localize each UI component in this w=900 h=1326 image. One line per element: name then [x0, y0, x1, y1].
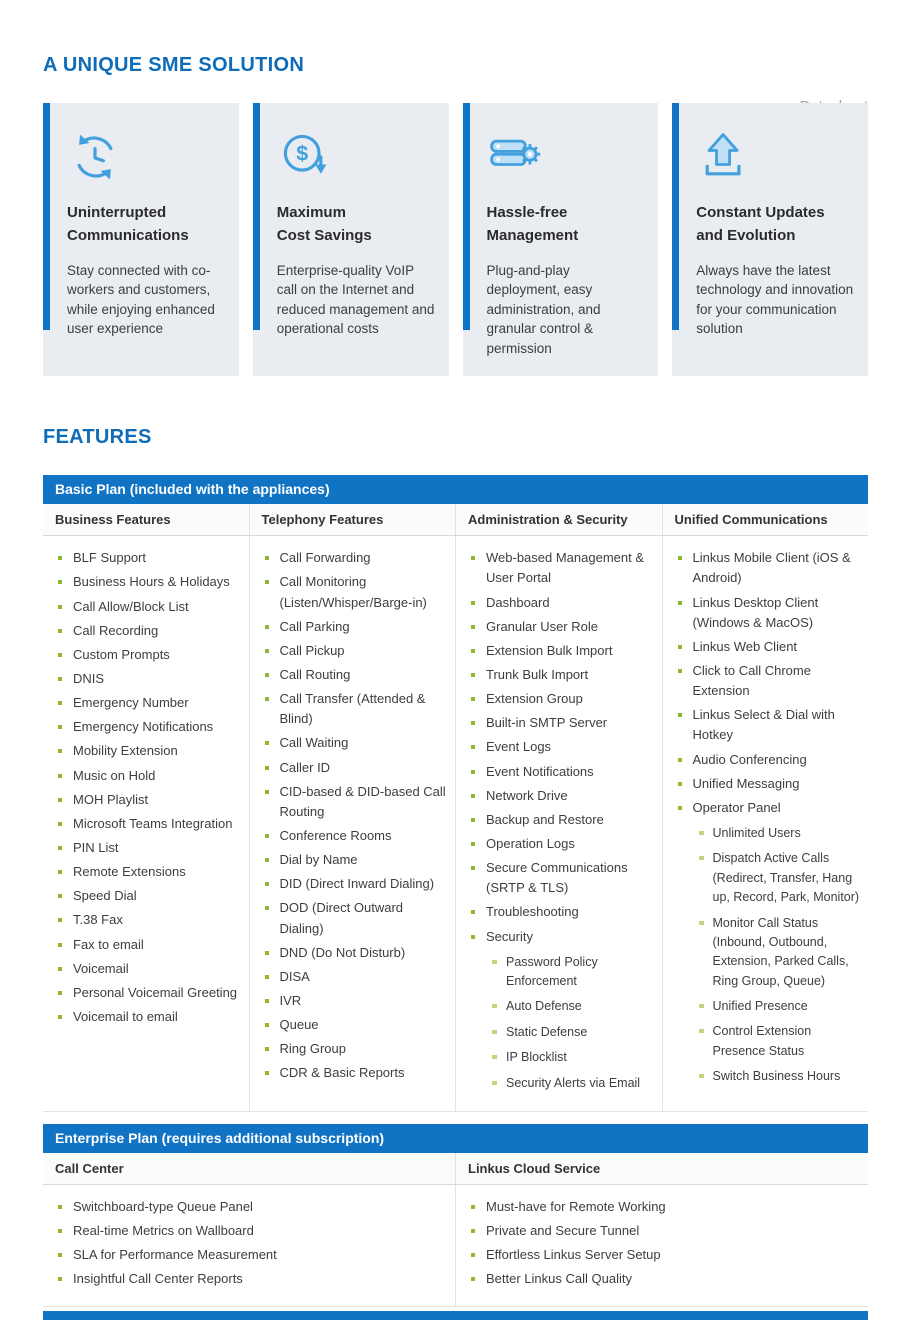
enterprise-plan-title-bar: Enterprise Plan (requires additional subscription)	[43, 1124, 868, 1153]
card-description: Stay connected with co-workers and customers, while enjoying enhanced user experience	[67, 262, 215, 337]
feature-item: T.38 Fax	[55, 910, 241, 930]
feature-item: Dial by Name	[262, 850, 448, 870]
feature-item: Unified Messaging	[675, 774, 861, 794]
feature-item: Linkus Select & Dial with Hotkey	[675, 705, 861, 745]
column-header: Telephony Features	[249, 504, 456, 535]
feature-subitem: Monitor Call Status (Inbound, Outbound, Extension, Parked Calls, Ring Group, Queue)	[693, 914, 861, 992]
column-call-center	[43, 1185, 455, 1306]
feature-item: Trunk Bulk Import	[468, 665, 654, 685]
enterprise-plan-column-headers	[43, 1153, 868, 1185]
feature-subitem: Switch Business Hours	[693, 1067, 861, 1086]
feature-item: Private and Secure Tunnel	[468, 1221, 860, 1241]
feature-item: Call Recording	[55, 621, 241, 641]
basic-plan-body	[43, 536, 868, 1112]
feature-item: Web-based Management & User Portal	[468, 548, 654, 588]
feature-item: Queue	[262, 1015, 448, 1035]
column-telephony-features	[249, 536, 456, 1111]
feature-item: Fax to email	[55, 935, 241, 955]
feature-subitem: Unified Presence	[693, 997, 861, 1016]
feature-item: Business Hours & Holidays	[55, 572, 241, 592]
column-header: Unified Communications	[662, 504, 869, 535]
benefit-card-updates	[672, 103, 868, 376]
svg-text:$: $	[295, 141, 308, 166]
enterprise-plan-table	[43, 1124, 868, 1307]
card-description: Always have the latest technology and innovation for your communication solution	[696, 262, 854, 337]
feature-item: Call Allow/Block List	[55, 597, 241, 617]
card-description: Enterprise-quality VoIP call on the Internet and reduced management and operational costs	[276, 262, 435, 337]
feature-list	[55, 1197, 447, 1290]
feature-item: Network Drive	[468, 786, 654, 806]
feature-item: Mobility Extension	[55, 741, 241, 761]
feature-list	[468, 548, 654, 1093]
dollar-savings-icon	[277, 129, 435, 185]
feature-sublist	[486, 953, 654, 1093]
feature-item: Effortless Linkus Server Setup	[468, 1245, 860, 1265]
feature-item: Troubleshooting	[468, 902, 654, 922]
feature-subitem: Auto Defense	[486, 997, 654, 1016]
card-title: Constant Updates and Evolution	[696, 204, 825, 245]
feature-item: Caller ID	[262, 758, 448, 778]
feature-item: Voicemail	[55, 959, 241, 979]
feature-item: Call Routing	[262, 665, 448, 685]
column-header: Call Center	[55, 1160, 124, 1176]
feature-item: Ring Group	[262, 1039, 448, 1059]
feature-item: Granular User Role	[468, 617, 654, 637]
feature-item: Must-have for Remote Working	[468, 1197, 860, 1217]
server-gear-icon	[487, 129, 645, 185]
feature-item: Better Linkus Call Quality	[468, 1269, 860, 1289]
feature-item: Remote Extensions	[55, 862, 241, 882]
card-accent-bar	[253, 103, 260, 330]
card-accent-bar	[463, 103, 470, 330]
feature-item: Click to Call Chrome Extension	[675, 661, 861, 701]
feature-item: BLF Support	[55, 548, 241, 568]
feature-item: CDR & Basic Reports	[262, 1063, 448, 1083]
feature-subitem: Control Extension Presence Status	[693, 1022, 861, 1061]
card-title: Maximum Cost Savings	[276, 204, 372, 245]
feature-item: Call Parking	[262, 617, 448, 637]
card-accent-bar	[672, 103, 679, 330]
column-business-features	[43, 536, 249, 1111]
feature-item: SLA for Performance Measurement	[55, 1245, 447, 1265]
feature-sublist	[693, 824, 861, 1087]
column-administration-security	[455, 536, 662, 1111]
column-header: Linkus Cloud Service	[455, 1153, 868, 1184]
feature-item: Secure Communications (SRTP & TLS)	[468, 858, 654, 898]
feature-item: Dashboard	[468, 593, 654, 613]
feature-item: Event Notifications	[468, 762, 654, 782]
feature-item: IVR	[262, 991, 448, 1011]
feature-subitem: Static Defense	[486, 1023, 654, 1042]
feature-item: Insightful Call Center Reports	[55, 1269, 447, 1289]
feature-item: Music on Hold	[55, 766, 241, 786]
sync-clock-icon	[67, 129, 225, 185]
basic-plan-table	[43, 475, 868, 1112]
feature-list	[468, 1197, 860, 1290]
page-footer-bar	[43, 1311, 868, 1320]
feature-item: Speed Dial	[55, 886, 241, 906]
feature-item: Linkus Desktop Client (Windows & MacOS)	[675, 593, 861, 633]
feature-item: PIN List	[55, 838, 241, 858]
feature-list	[262, 548, 448, 1083]
feature-subitem: Security Alerts via Email	[486, 1074, 654, 1093]
feature-item: Linkus Web Client	[675, 637, 861, 657]
feature-item: Microsoft Teams Integration	[55, 814, 241, 834]
feature-item: Built-in SMTP Server	[468, 713, 654, 733]
feature-item: Operator Panel Unlimited Users Dispatch Active Calls (Redirect, Transfer, Hang up, Record, Park, Monitor) Monitor Call Status (Inbound, Outbound, Extension, Parked Calls, Ring Group, Queue) Unified Presence Control Extension Presence Status Switch Business Hours	[675, 798, 861, 1087]
feature-subitem: IP Blocklist	[486, 1048, 654, 1067]
basic-plan-column-headers	[43, 504, 868, 536]
feature-item: Call Pickup	[262, 641, 448, 661]
feature-item: DNIS	[55, 669, 241, 689]
enterprise-plan-body	[43, 1185, 868, 1307]
feature-item: Call Forwarding	[262, 548, 448, 568]
feature-item: DOD (Direct Outward Dialing)	[262, 898, 448, 938]
benefit-card-uninterrupted	[43, 103, 239, 376]
feature-item: DID (Direct Inward Dialing)	[262, 874, 448, 894]
page-title: A UNIQUE SME SOLUTION	[43, 54, 305, 76]
feature-item: Extension Group	[468, 689, 654, 709]
benefit-cards-row	[43, 103, 868, 376]
feature-item: Audio Conferencing	[675, 750, 861, 770]
feature-item: Extension Bulk Import	[468, 641, 654, 661]
feature-item: Linkus Mobile Client (iOS & Android)	[675, 548, 861, 588]
feature-item: Emergency Notifications	[55, 717, 241, 737]
feature-item: Voicemail to email	[55, 1007, 241, 1027]
upload-arrow-icon	[696, 129, 854, 185]
feature-item: Call Transfer (Attended & Blind)	[262, 689, 448, 729]
feature-item: Emergency Number	[55, 693, 241, 713]
basic-plan-title-bar: Basic Plan (included with the appliances)	[43, 475, 868, 504]
column-header: Administration & Security	[455, 504, 662, 535]
card-accent-bar	[43, 103, 50, 330]
column-header: Business Features	[55, 512, 171, 528]
feature-list	[55, 548, 241, 1027]
feature-subitem: Dispatch Active Calls (Redirect, Transfer, Hang up, Record, Park, Monitor)	[693, 849, 861, 907]
feature-item: Call Waiting	[262, 733, 448, 753]
features-heading: FEATURES	[43, 426, 152, 449]
feature-item: DND (Do Not Disturb)	[262, 943, 448, 963]
card-title: Uninterrupted Communications	[67, 204, 189, 245]
benefit-card-cost-savings	[253, 103, 449, 376]
feature-item: MOH Playlist	[55, 790, 241, 810]
feature-item: Personal Voicemail Greeting	[55, 983, 241, 1003]
feature-item: Real-time Metrics on Wallboard	[55, 1221, 447, 1241]
column-linkus-cloud-service	[455, 1185, 868, 1306]
datasheet-page	[0, 54, 900, 1326]
feature-item: Event Logs	[468, 737, 654, 757]
feature-list	[675, 548, 861, 1086]
feature-item: DISA	[262, 967, 448, 987]
feature-subitem: Unlimited Users	[693, 824, 861, 843]
feature-item: Conference Rooms	[262, 826, 448, 846]
feature-item: Backup and Restore	[468, 810, 654, 830]
card-description: Plug-and-play deployment, easy administration, and granular control & permission	[486, 262, 601, 356]
feature-item: Call Monitoring (Listen/Whisper/Barge-in)	[262, 572, 448, 612]
feature-item: Operation Logs	[468, 834, 654, 854]
feature-item: CID-based & DID-based Call Routing	[262, 782, 448, 822]
feature-item: Custom Prompts	[55, 645, 241, 665]
feature-item: Switchboard-type Queue Panel	[55, 1197, 447, 1217]
card-title: Hassle-free Management	[486, 204, 579, 245]
feature-subitem: Password Policy Enforcement	[486, 953, 654, 992]
column-unified-communications	[662, 536, 869, 1111]
benefit-card-management	[463, 103, 659, 376]
feature-item: Security Password Policy Enforcement Auto Defense Static Defense IP Blocklist Security Alerts via Email	[468, 927, 654, 1093]
